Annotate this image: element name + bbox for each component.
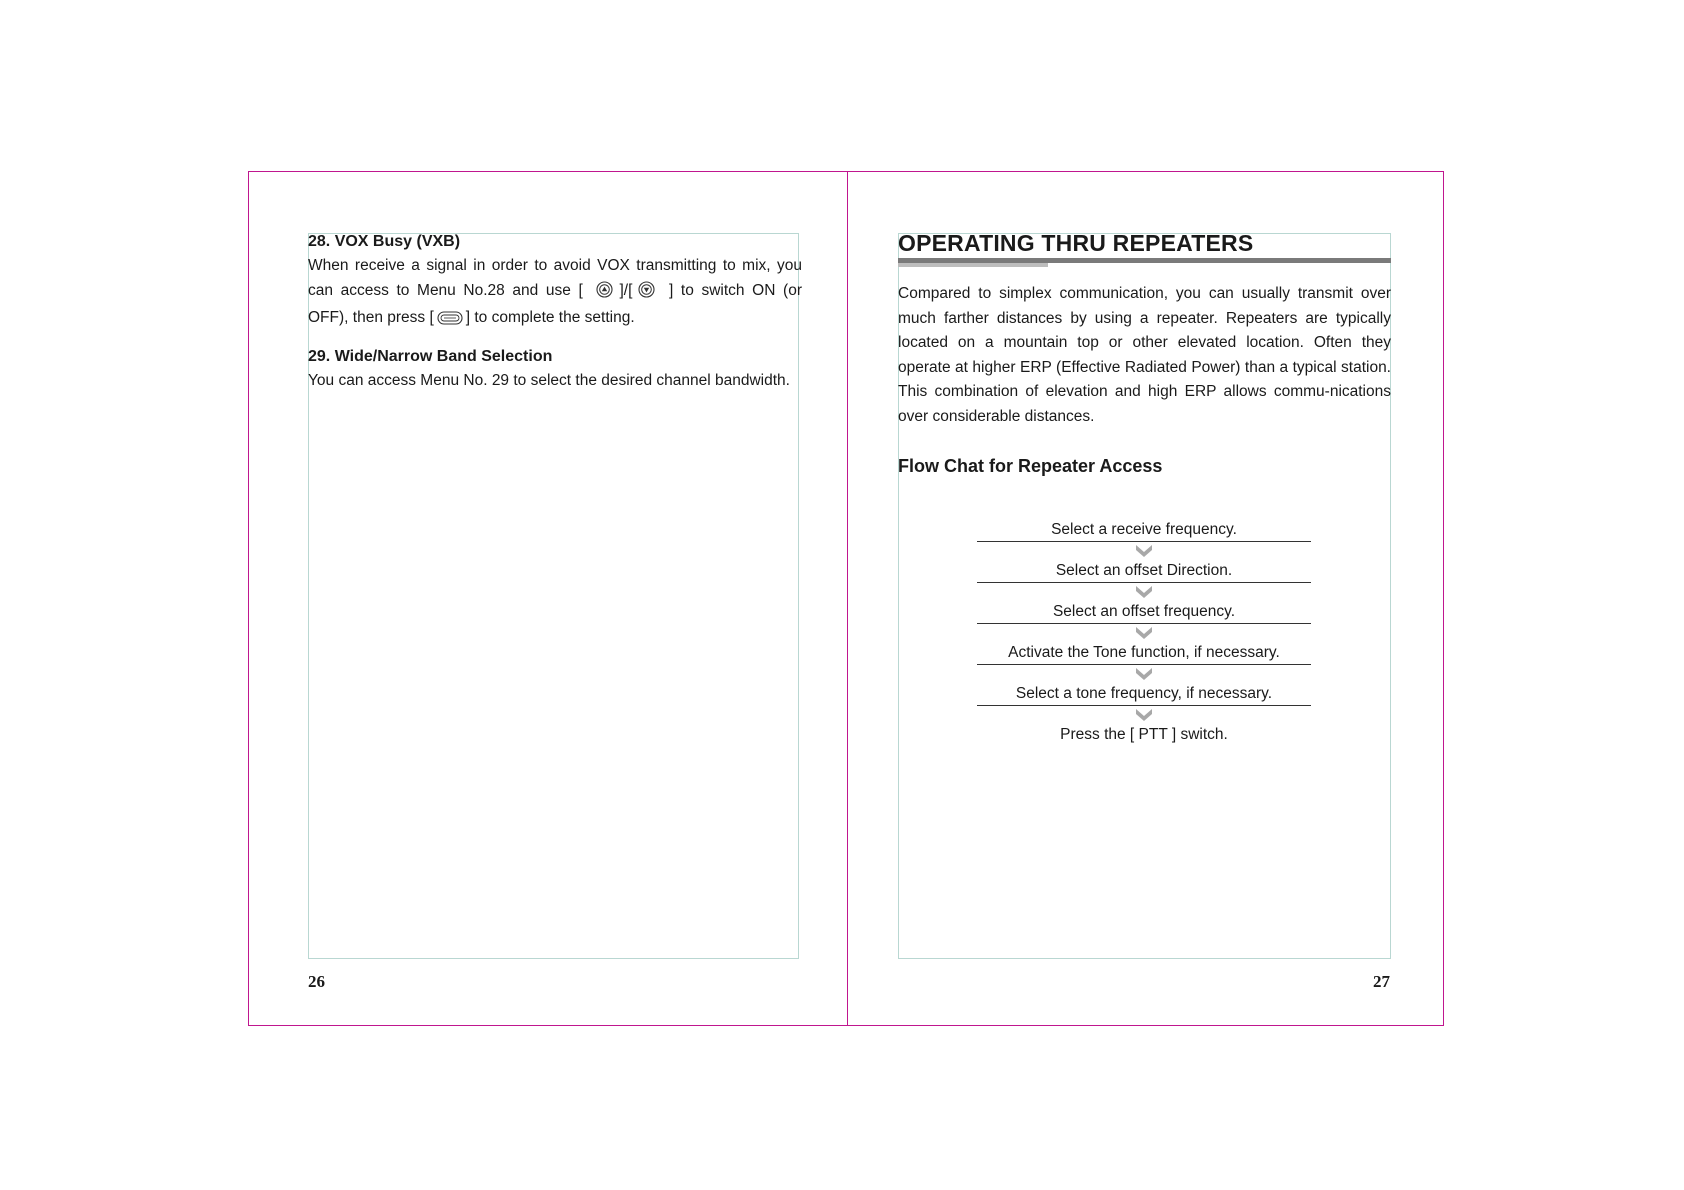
vox-text-part-3: ] to switch ON (or OFF), then press [ <box>308 281 802 326</box>
up-arrow-button-icon <box>596 281 613 307</box>
page-title: OPERATING THRU REPEATERS <box>898 230 1254 256</box>
section-title-band-selection: 29. Wide/Narrow Band Selection <box>308 347 553 365</box>
repeater-paragraph: Compared to simplex communication, you can usually transmit over much farther distances by using a repeater. Repeaters are typically located on a mountain top or other elevated location. Often they operate at higher ERP (Effective Radiated Power) than a typical station. This combination of elevation and high ERP allows commu-nications over considerable distances. <box>898 285 1391 425</box>
page-spine <box>847 171 848 1026</box>
down-arrow-button-icon <box>638 281 655 307</box>
title-rule <box>898 258 1391 267</box>
flow-step-5: Select a tone frequency, if necessary. <box>977 683 1311 706</box>
chevron-down-icon <box>977 542 1311 560</box>
flow-step-1: Select a receive frequency. <box>977 519 1311 542</box>
vox-text-part-1: When receive a signal in order to avoid VOX transmitting to mix, you can access to Menu No.28 and use [ <box>308 257 802 299</box>
left-page-content <box>308 230 802 393</box>
page-number-left: 26 <box>308 972 325 991</box>
menu-key-icon <box>437 309 463 334</box>
vox-text-part-4: ] to complete the setting. <box>465 309 635 326</box>
flow-step-3: Select an offset frequency. <box>977 601 1311 624</box>
section-text-band-selection: You can access Menu No. 29 to select the desired channel bandwidth. <box>308 371 790 389</box>
flow-step-4: Activate the Tone function, if necessary. <box>977 642 1311 665</box>
vox-text-part-2: ]/[ <box>619 281 633 299</box>
page-number-right: 27 <box>1373 972 1390 991</box>
section-spacer <box>308 334 802 345</box>
flow-chart-heading: Flow Chat for Repeater Access <box>898 456 1163 476</box>
section-title-vox-busy: 28. VOX Busy (VXB) <box>308 233 461 250</box>
section-text-vox-busy <box>308 254 802 334</box>
chevron-down-icon <box>977 624 1311 642</box>
repeater-flow-chart <box>977 519 1311 746</box>
title-rule-light <box>898 263 1048 267</box>
chevron-down-icon <box>977 583 1311 601</box>
flow-step-2: Select an offset Direction. <box>977 560 1311 583</box>
chevron-down-icon <box>977 665 1311 683</box>
right-page-content <box>898 230 1391 478</box>
chevron-down-icon <box>977 706 1311 724</box>
flow-step-6: Press the [ PTT ] switch. <box>1060 726 1228 743</box>
